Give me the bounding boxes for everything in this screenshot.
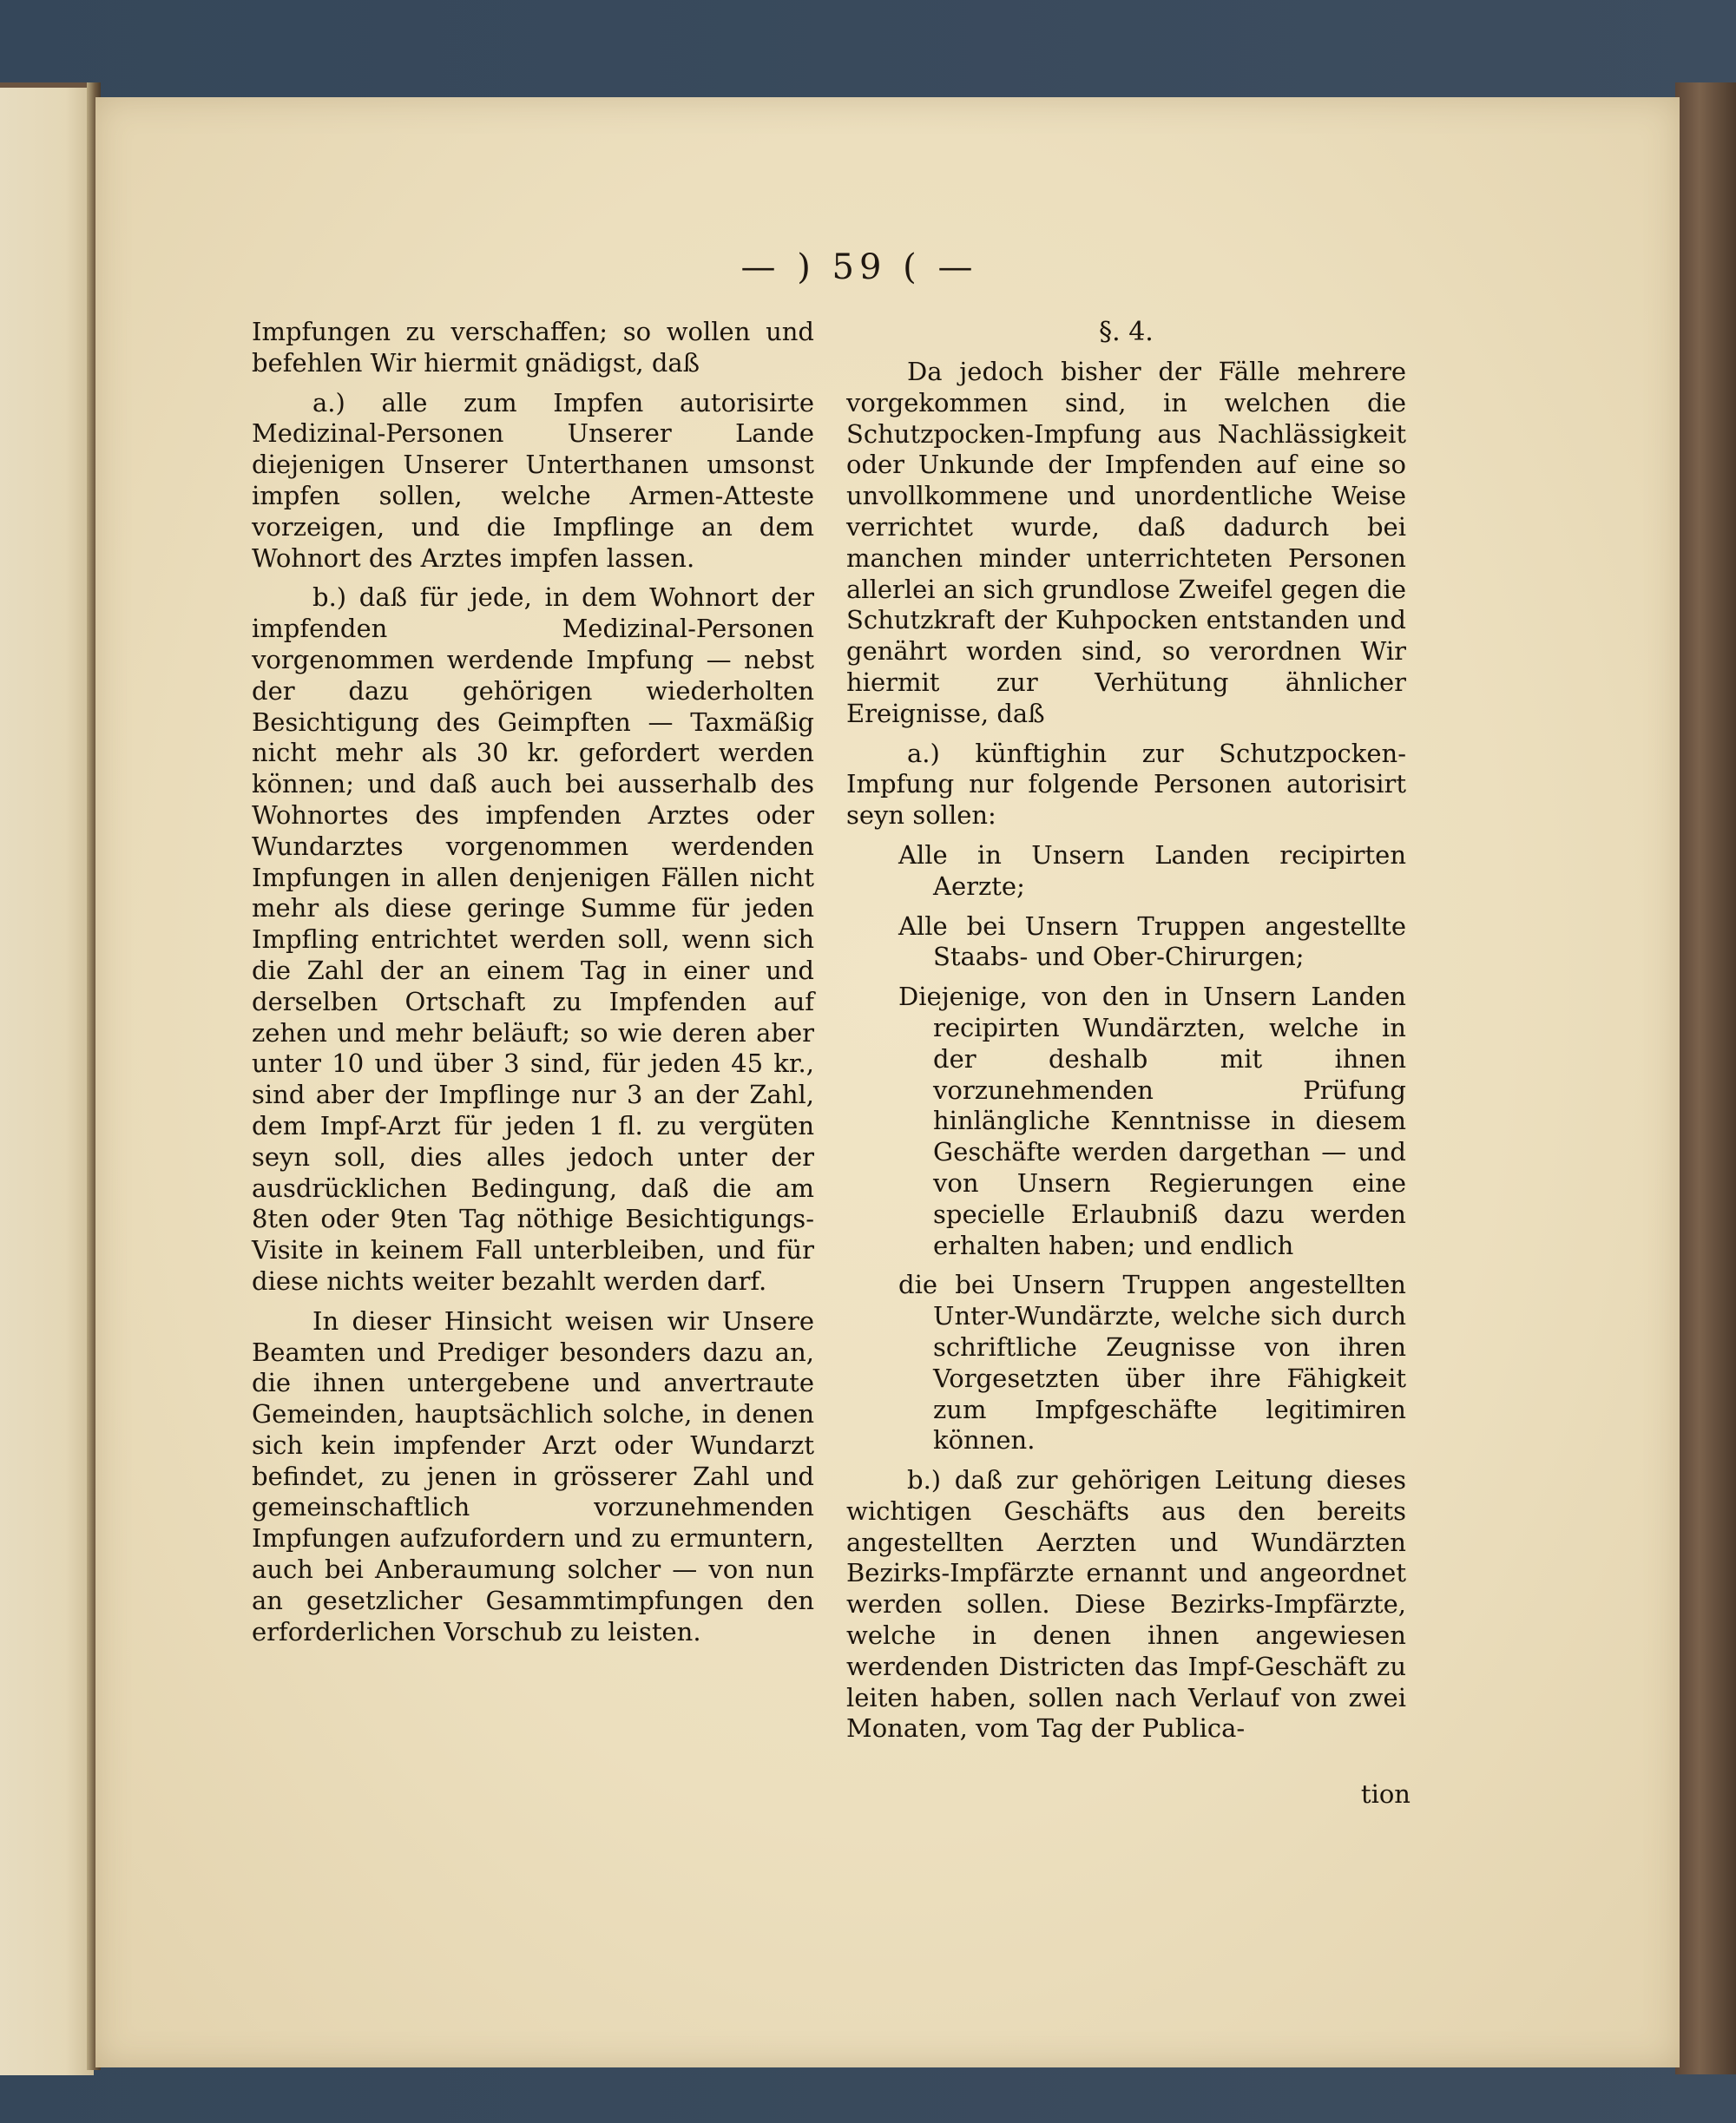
page-number: — ) 59 ( — xyxy=(740,247,978,287)
list-item: Alle bei Unsern Truppen angestellte Staabs- und Ober-Chirurgen; xyxy=(898,910,1406,972)
list-item: Alle in Unsern Landen recipirten Aerzte; xyxy=(898,839,1406,901)
list-item: die bei Unsern Truppen angestellten Unter-Wundärzte, welche sich durch schriftliche Zeugnisse von ihren Vorgesetzten über ihre Fähigkeit zum Impfgeschäfte legitimiren können. xyxy=(898,1270,1406,1456)
right-column xyxy=(846,317,1406,1753)
left-intro: Impfungen zu verschaffen; so wollen und befehlen Wir hiermit gnädigst, daß xyxy=(252,317,814,378)
list-item: Diejenige, von den in Unsern Landen recipirten Wundärzten, welche in der deshalb mit ihnen vorzunehmenden Prüfung hinlängliche Kenntnisse in diesem Geschäfte werden dargethan — und von Unsern Regierungen eine specielle Erlaubniß dazu werden erhalten haben; und endlich xyxy=(898,982,1406,1260)
right-intro: Da jedoch bisher der Fälle mehrere vorgekommen sind, in welchen die Schutzpocken-Impfung aus Nachlässigkeit oder Unkunde der Impfenden auf eine so unvollkommene und unordentliche Weise verrichtet wurde, daß dadurch bei manchen minder unterrichteten Personen allerlei an sich grundlose Zweifel gegen die Schutzkraft der Kuhpocken entstanden und genährt worden sind, so verordnen Wir hiermit zur Verhütung ähnlicher Ereignisse, daß xyxy=(846,357,1406,728)
right-item-a: a.) künftighin zur Schutzpocken-Impfung nur folgende Personen autorisirt seyn sollen: xyxy=(846,738,1406,831)
left-item-b: b.) daß für jede, in dem Wohnort der impfenden Medizinal-Personen vorgenommen werdende Impfung — nebst der dazu gehörigen wiederholten Besichtigung des Geimpften — Taxmäßig nicht mehr als 30 kr. gefordert werden können; und daß auch bei ausserhalb des Wohnortes des impfenden Arztes oder Wundarztes vorgenommen werdenden Impfungen in allen denjenigen Fällen nicht mehr als diese geringe Summe für jeden Impfling entrichtet werden soll, wenn sich die Zahl der an einem Tag in einer und derselben Ortschaft zu Impfenden auf zehen und mehr beläuft; so wie deren aber unter 10 und über 3 sind, für jeden 45 kr., sind aber der Impflinge nur 3 an der Zahl, dem Impf-Arzt für jeden 1 fl. zu vergüten seyn soll, dies alles jedoch unter der ausdrücklichen Bedingung, daß die am 8ten oder 9ten Tag nöthige Besichtigungs-Visite in keinem Fall unterbleiben, und für diese nichts weiter bezahlt werden darf. xyxy=(252,582,814,1296)
catchword: tion xyxy=(1360,1779,1410,1809)
facing-page-edge xyxy=(0,82,94,2075)
left-item-a: a.) alle zum Impfen autorisirte Medizinal-Personen Unserer Lande diejenigen Unserer Unterthanen umsonst impfen sollen, welche Armen-Atteste vorzeigen, und die Impflinge an dem Wohnort des Arztes impfen lassen. xyxy=(252,387,814,573)
left-column xyxy=(252,317,814,1656)
book-cover-edge xyxy=(1675,82,1736,2074)
section-heading: §. 4. xyxy=(1099,317,1154,347)
right-item-b: b.) daß zur gehörigen Leitung dieses wichtigen Geschäfts aus den bereits angestellten Aerzten und Wundärzten Bezirks-Impfärzte ernannt und angeordnet werden sollen. Diese Bezirks-Impfärzte, welche in denen ihnen angewiesen werdenden Districten das Impf-Geschäft zu leiten haben, sollen nach Verlauf von zwei Monaten, vom Tag der Publica- xyxy=(846,1465,1406,1744)
left-paragraph: In dieser Hinsicht weisen wir Unsere Beamten und Prediger besonders dazu an, die ihnen untergebene und anvertraute Gemeinden, hauptsächlich solche, in denen sich kein impfender Arzt oder Wundarzt befindet, zu jenen in grösserer Zahl und gemeinschaftlich vorzunehmenden Impfungen aufzufordern und zu ermuntern, auch bei Anberaumung solcher — von nun an gesetzlicher Gesammtimpfungen den erforderlichen Vorschub zu leisten. xyxy=(252,1305,814,1646)
